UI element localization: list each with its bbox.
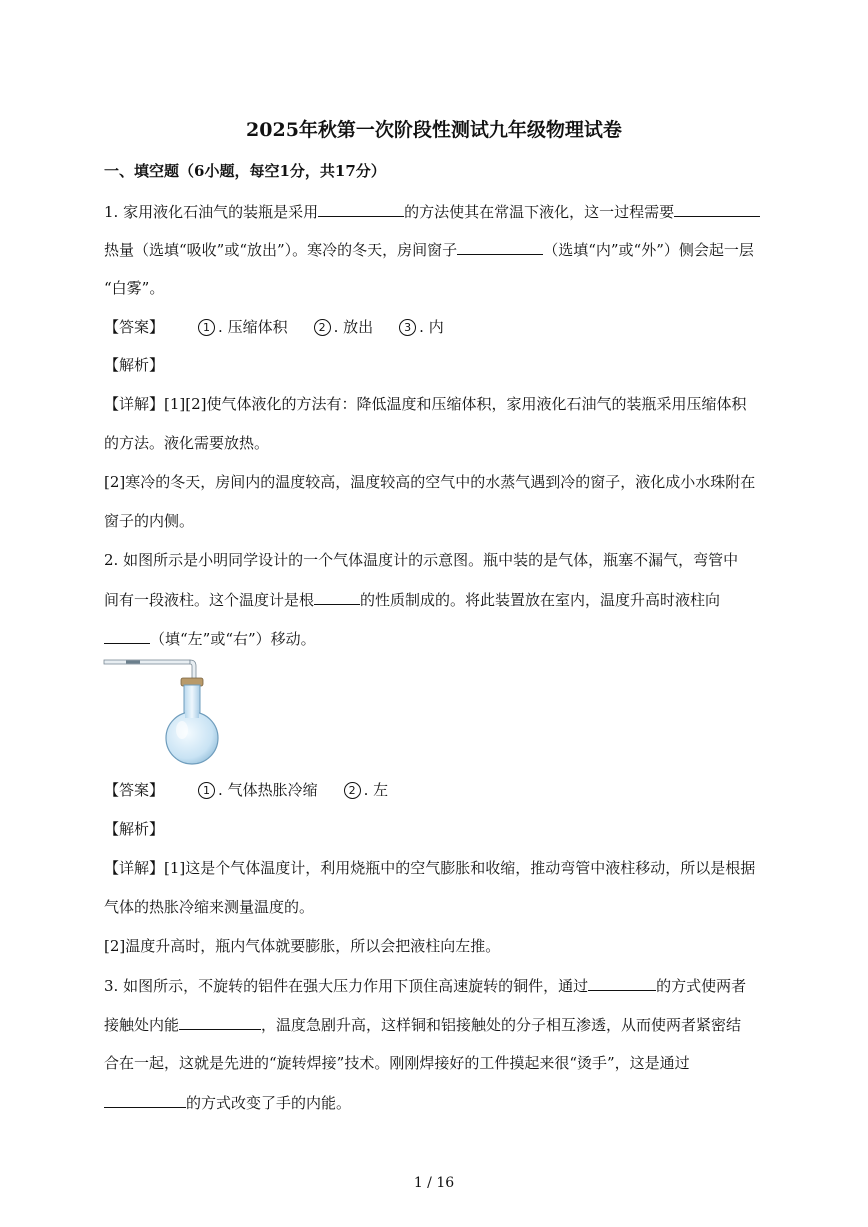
q2-answer: [104, 779, 388, 800]
detail-text: 窗子的内侧。: [104, 512, 195, 530]
detail-text: 【详解】[1][2]使气体液化的方法有：降低温度和压缩体积，家用液化石油气的装瓶采用压缩体积: [104, 395, 747, 413]
q1-line2: [104, 238, 754, 260]
detail-text: [2]寒冷的冬天，房间内的温度较高，温度较高的空气中的水蒸气遇到冷的窗子，液化成小水珠附在: [104, 473, 756, 491]
answer-item: 3 . 内: [399, 316, 444, 337]
answer-label: 【答案】: [104, 318, 165, 336]
answer-text: 左: [373, 781, 389, 799]
answer-blank: [318, 200, 404, 217]
q1-text: 热量（选填“吸收”或“放出”）。寒冷的冬天，房间窗子: [104, 241, 458, 259]
section-heading: 一、填空题（6小题，每空1分，共17分）: [104, 162, 386, 180]
answer-text: 放出: [343, 318, 374, 336]
flask: [166, 712, 218, 764]
detail-text: 气体的热胀冷缩来测量温度的。: [104, 898, 315, 916]
q1-text: （选填“内”或“外”）侧会起一层: [543, 241, 754, 259]
q2-line1: 2. 如图所示是小明同学设计的一个气体温度计的示意图。瓶中装的是气体，瓶塞不漏气，弯管中: [104, 551, 739, 569]
q3-text: 接触处内能: [104, 1016, 180, 1034]
circle-number: 3: [399, 319, 416, 336]
answer-text: 压缩体积: [227, 318, 288, 336]
q2-text: 的性质制成的。将此装置放在室内，温度升高时液柱向: [360, 591, 721, 609]
q2-text: （填“左”或“右”）移动。: [150, 630, 316, 648]
detail-text: 【详解】[1]这是个气体温度计，利用烧瓶中的空气膨胀和收缩，推动弯管中液柱移动，所以是根据: [104, 859, 756, 877]
answer-item: 1 . 气体热胀冷缩: [198, 779, 318, 800]
analysis-label: 【解析】: [104, 820, 165, 838]
page-title: 2025年秋第一次阶段性测试九年级物理试卷: [246, 119, 622, 141]
q3-text: 的方式使两者: [656, 977, 747, 995]
q1-text: 1. 家用液化石油气的装瓶是采用: [104, 203, 319, 221]
circle-number: 2: [344, 782, 361, 799]
q3-text: ，温度急剧升高，这样铜和铝接触处的分子相互渗透，从而使两者紧密结: [261, 1016, 742, 1034]
answer-text: 气体热胀冷缩: [227, 781, 318, 799]
circle-number: 1: [198, 782, 215, 799]
circle-number: 2: [314, 319, 331, 336]
q1-line3: “白雾”。: [104, 279, 165, 297]
q3-line3: 合在一起，这就是先进的“旋转焊接”技术。刚刚焊接好的工件摸起来很“烫手”，这是通过: [104, 1054, 690, 1072]
q3-text: 的方式改变了手的内能。: [186, 1094, 352, 1112]
q1-line1: [104, 200, 760, 222]
detail-text: 的方法。液化需要放热。: [104, 434, 270, 452]
gas-thermometer-figure: [102, 652, 222, 772]
q3-line4: [104, 1091, 351, 1113]
detail-text: [2]温度升高时，瓶内气体就要膨胀，所以会把液柱向左推。: [104, 937, 501, 955]
q1-text: 的方法使其在常温下液化，这一过程需要: [404, 203, 675, 221]
analysis-label: 【解析】: [104, 356, 165, 374]
q3-text: 3. 如图所示，不旋转的铝件在强大压力作用下顶住高速旋转的铜件，通过: [104, 977, 589, 995]
answer-text: 内: [428, 318, 444, 336]
answer-item: 1 . 压缩体积: [198, 316, 288, 337]
answer-blank: [104, 627, 150, 644]
answer-label: 【答案】: [104, 781, 165, 799]
q2-line3: [104, 627, 316, 649]
q3-line2: [104, 1013, 741, 1035]
page-number: 1 / 16: [413, 1175, 455, 1191]
liquid-column: [126, 661, 140, 664]
answer-blank: [314, 588, 360, 605]
circle-number: 1: [198, 319, 215, 336]
answer-blank: [588, 974, 656, 991]
bent-tube: [104, 660, 190, 664]
answer-blank: [457, 238, 543, 255]
answer-blank: [179, 1013, 261, 1030]
q3-line1: [104, 974, 746, 996]
answer-blank: [104, 1091, 186, 1108]
answer-item: 2 . 左: [344, 779, 389, 800]
q2-line2: [104, 588, 720, 610]
q2-text: 间有一段液柱。这个温度计是根: [104, 591, 315, 609]
q1-answer: [104, 316, 444, 337]
answer-blank: [674, 200, 760, 217]
answer-item: 2 . 放出: [314, 316, 374, 337]
